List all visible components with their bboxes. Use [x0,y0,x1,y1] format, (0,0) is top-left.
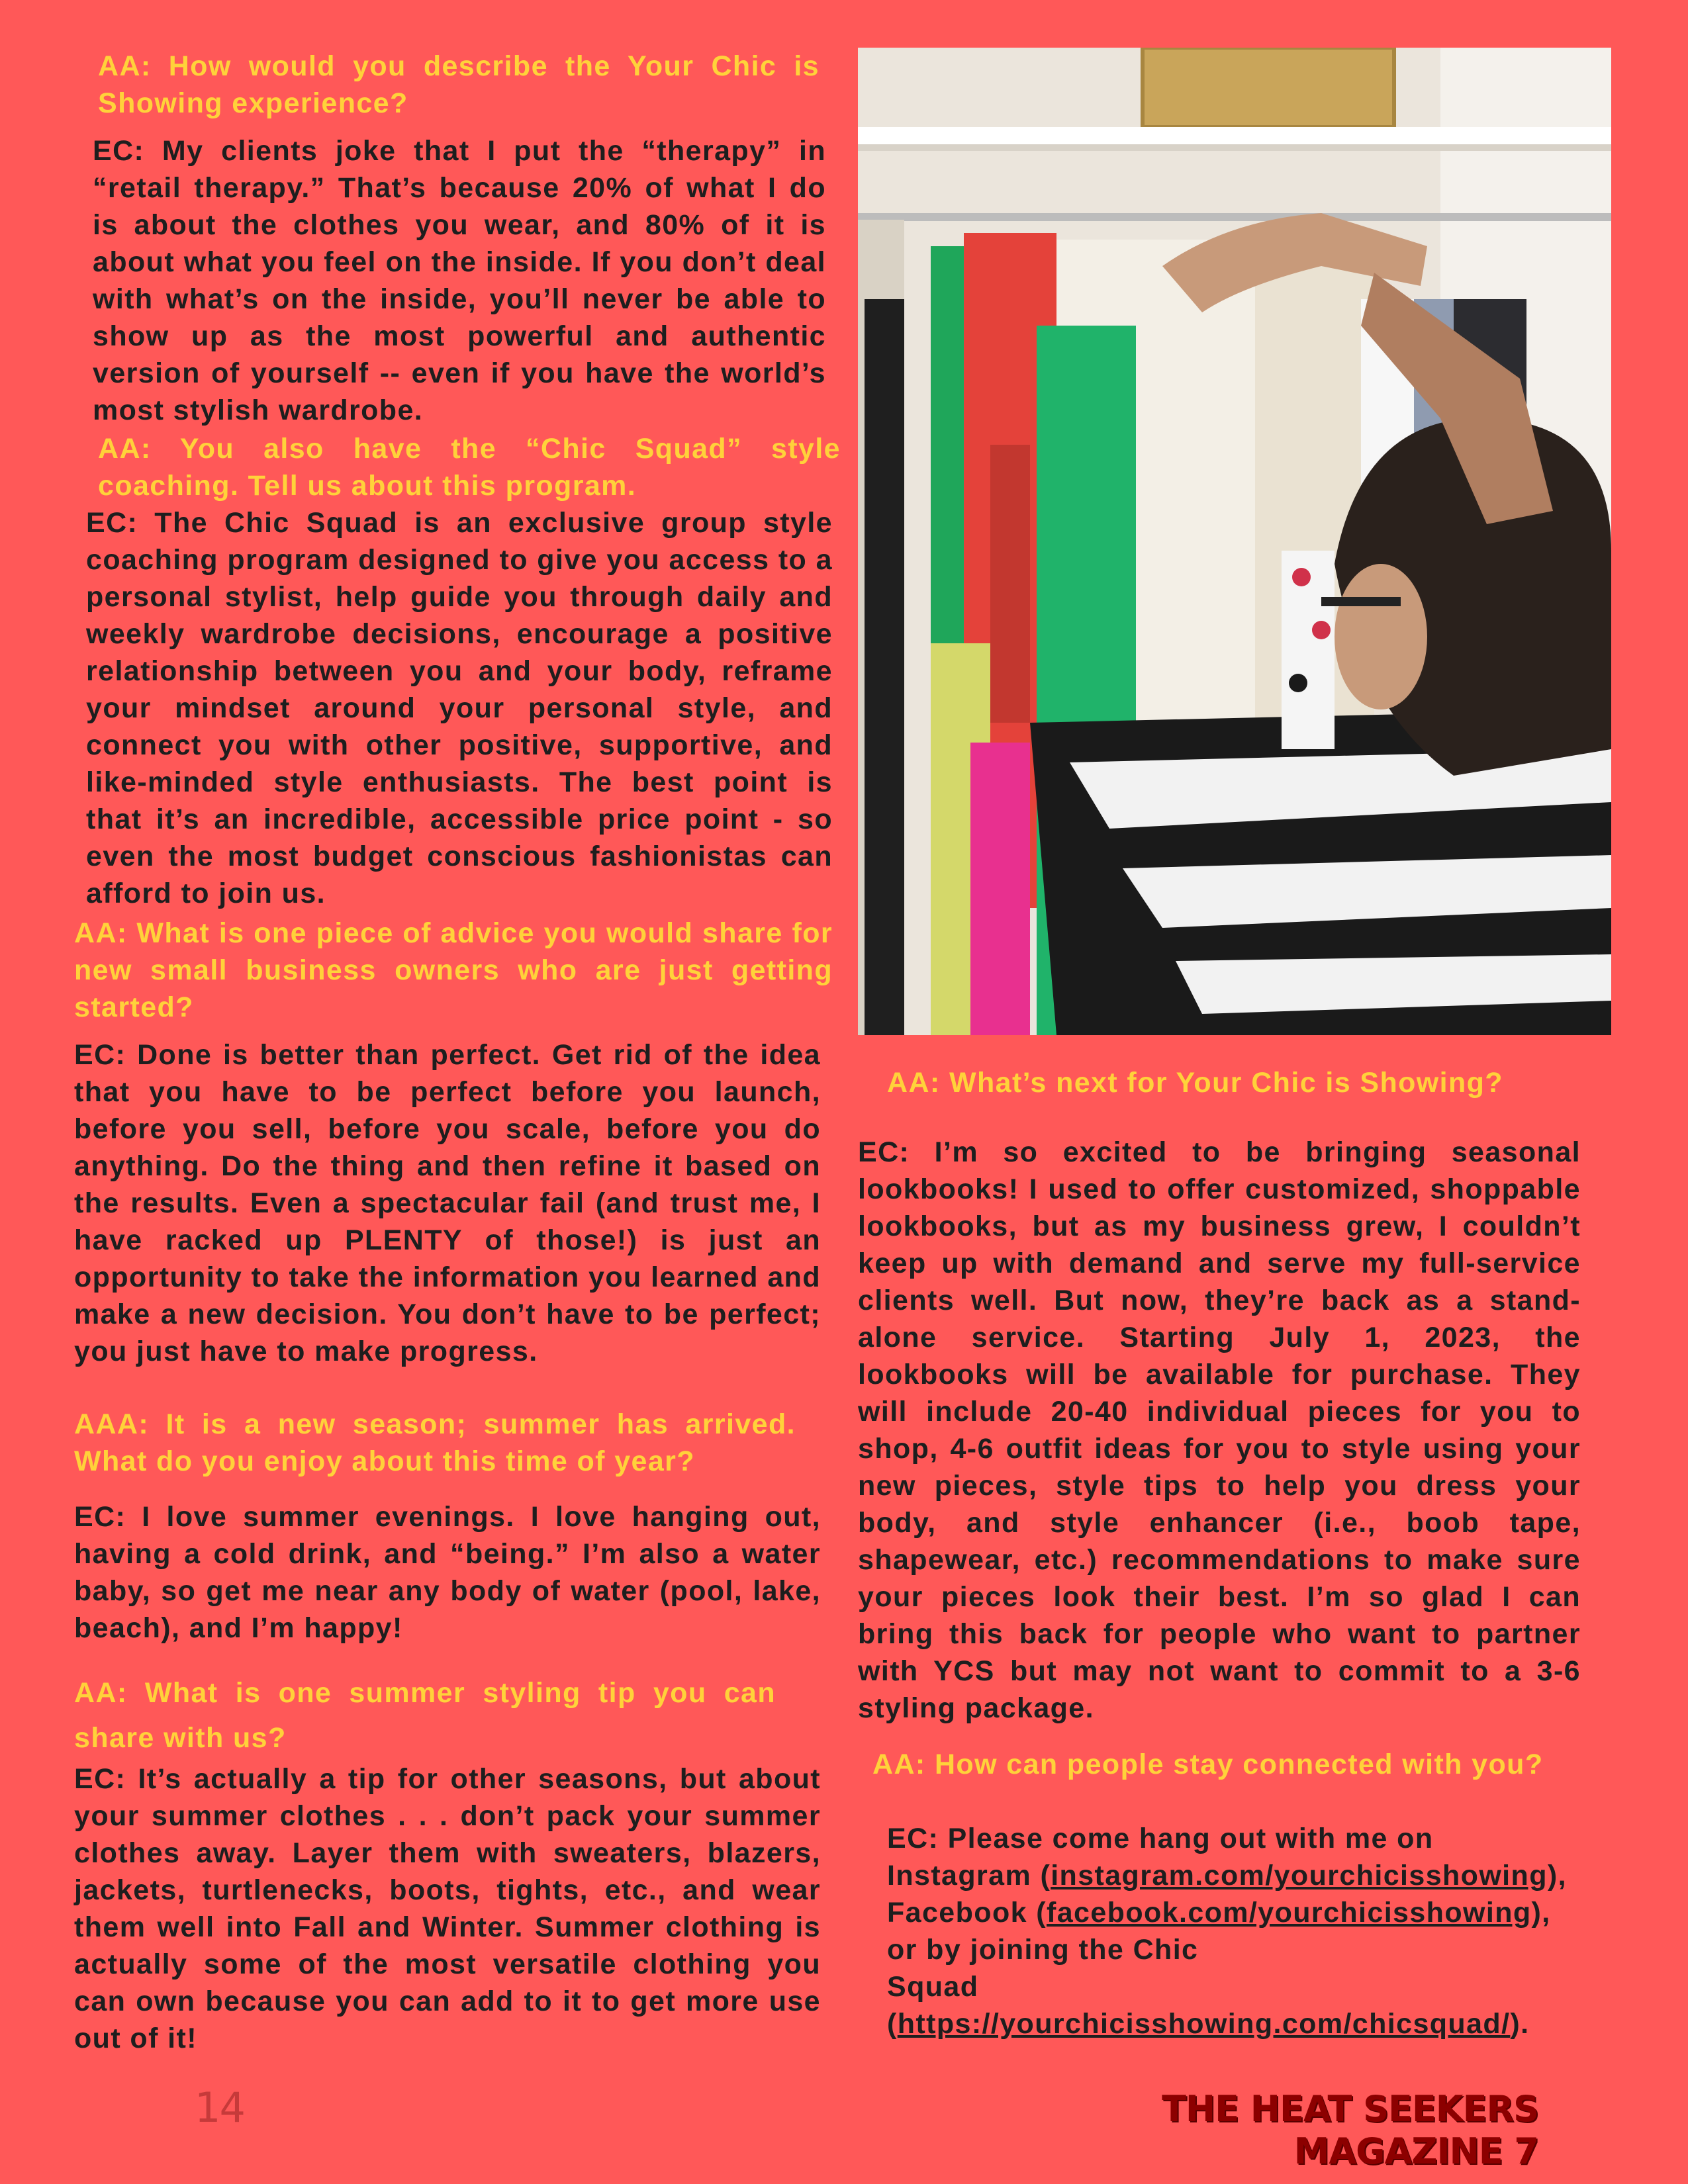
question-summer-season: AAA: It is a new season; summer has arrived. What do you enjoy about this time of year? [74,1408,796,1477]
answer-styling-tip: EC: It’s actually a tip for other seasons, but about your summer clothes . . . don’t pack your summer clothes away. Layer them with sweaters, blazers, jackets, turtlenecks, boots, tights, etc., and wear them well into Fall and Winter. Summer clothing is actually some of the most versatile clothing you can own because you can add to it to get more use out of it! [74,1763,821,2054]
facebook-link[interactable]: facebook.com/yourchicisshowing [1047,1897,1532,1929]
question-stay-connected: AA: How can people stay connected with you? [872,1749,1544,1780]
answer-line [887,1894,1648,1931]
answer-summer-season: EC: I love summer evenings. I love hanging out, having a cold drink, and “being.” I’m also a water baby, so get me near any body of water (pool, lake, beach), and I’m happy! [74,1501,821,1644]
question-whats-next: AA: What’s next for Your Chic is Showing? [887,1067,1503,1099]
squad-prefix: ( [887,2008,898,2040]
answer-whats-next: EC: I’m so excited to be bringing seasonal lookbooks! I used to offer customized, shoppable lookbooks, but as my business grew, I couldn’t keep up with demand and serve my full-service clients well. But now, they’re back as a stand-alone service. Starting July 1, 2023, the lookbooks will be available for purchase. They will include 20-40 individual pieces for you to shop, 4-6 outfit ideas for you to style using your new pieces, style tips to help you dress your body, and style enhancer (i.e., boob tape, shapewear, etc.) recommendations to make sure your pieces look their best. I’m so glad I can bring this back for people who want to partner with YCS but may not want to commit to a 3-6 styling package. [858,1136,1581,1724]
magazine-title: THE HEAT SEEKERS MAGAZINE 7 [1162,2088,1538,2172]
instagram-prefix: Instagram ( [887,1860,1051,1891]
answer-advice: EC: Done is better than perfect. Get rid of the idea that you have to be perfect before you launch, before you sell, before you scale, before you do anything. Do the thing and then refine it based on the results. Even a spectacular fail (and trust me, I have racked up PLENTY of those!) is just an opportunity to take the information you learned and make a new decision. You don’t have to be perfect; you just have to make progress. [74,1039,821,1367]
instagram-link[interactable]: instagram.com/yourchicisshowing [1051,1860,1548,1891]
answer-experience: EC: My clients joke that I put the “therapy” in “retail therapy.” That’s because 20% of what I do is about the clothes you wear, and 80% of it is about what you feel on the inside. If you don’t deal with what’s on the inside, you’ll never be able to show up as the most powerful and authentic version of yourself -- even if you have the world’s most stylish wardrobe. [93,135,826,426]
question-chic-squad: AA: You also have the “Chic Squad” style coaching. Tell us about this program. [98,433,841,502]
closet-photo [858,48,1611,1035]
question-advice: AA: What is one piece of advice you would share for new small business owners who are just getting started? [74,917,833,1023]
instagram-suffix: ), [1547,1860,1567,1891]
question-styling-tip: AA: What is one summer styling tip you can share with us? [74,1677,776,1754]
answer-line: Squad [887,1971,979,2003]
answer-stay-connected [887,1820,1648,2042]
answer-line: EC: Please come hang out with me on [887,1823,1434,1854]
facebook-suffix: ), [1531,1897,1551,1929]
answer-line [887,2005,1648,2042]
squad-suffix: ). [1510,2008,1530,2040]
answer-chic-squad: EC: The Chic Squad is an exclusive group style coaching program designed to give you access to a personal stylist, help guide you through daily and weekly wardrobe decisions, encourage a positive relationship between you and your body, reframe your mindset around your personal style, and connect you with other positive, supportive, and like-minded style enthusiasts. The best point is that it’s an incredible, accessible price point - so even the most budget conscious fashionistas can afford to join us. [86,507,833,909]
facebook-prefix: Facebook ( [887,1897,1047,1929]
question-experience: AA: How would you describe the Your Chic is Showing experience? [98,50,820,119]
page-number: 14 [195,2083,244,2132]
chic-squad-link[interactable]: https://yourchicisshowing.com/chicsquad/ [897,2008,1511,2040]
answer-line: or by joining the Chic [887,1934,1199,1966]
answer-line [887,1857,1648,1894]
